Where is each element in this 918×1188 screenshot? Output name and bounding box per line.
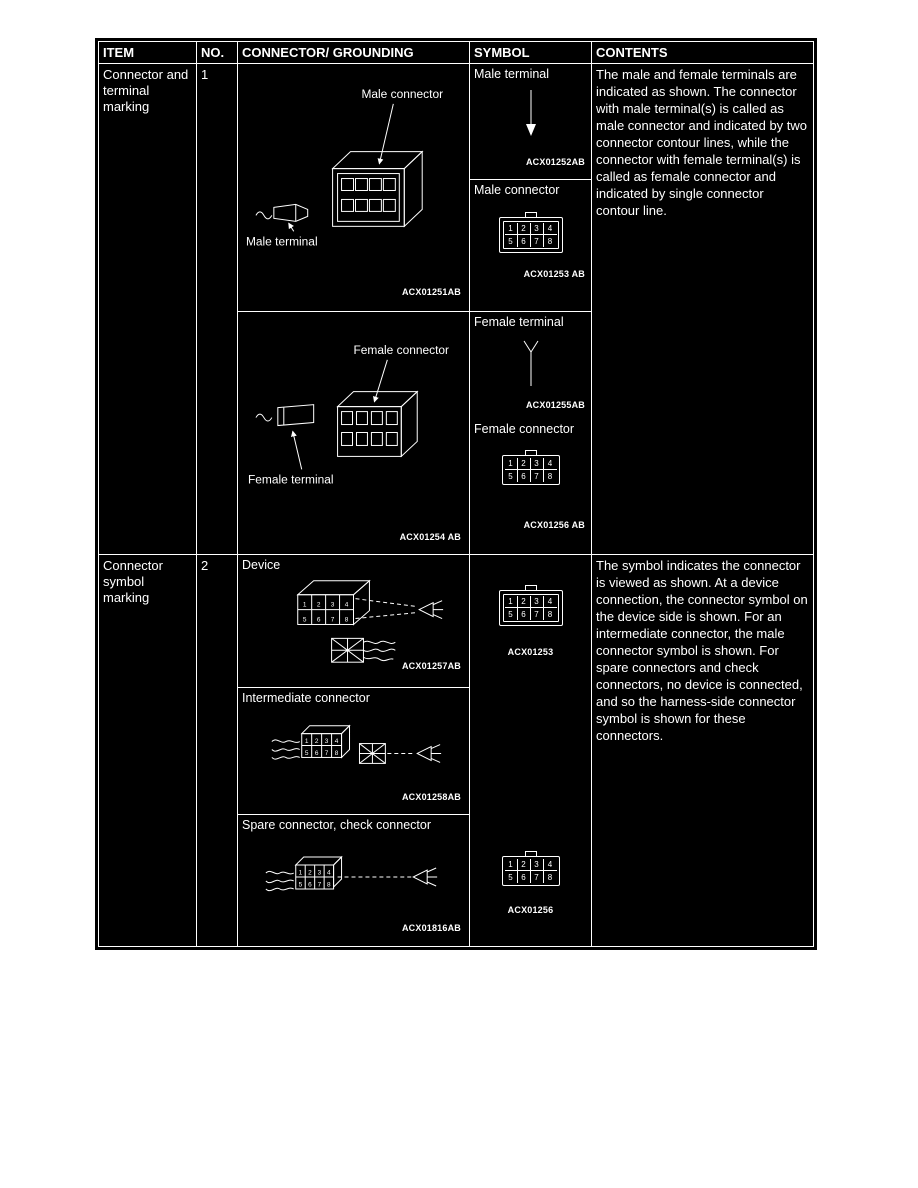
pin-number: 1	[505, 859, 518, 871]
pin-number: 4	[544, 458, 557, 470]
pin-number: 7	[531, 608, 544, 620]
svg-text:4: 4	[344, 601, 349, 609]
male-connector-symbol	[499, 212, 563, 253]
pin-number: 1	[505, 596, 518, 608]
terminal-wire	[256, 212, 272, 219]
legend-table-grid	[98, 41, 814, 947]
harness-wires	[266, 871, 294, 890]
svg-text:1: 1	[304, 738, 309, 746]
svg-text:4: 4	[327, 869, 331, 877]
row2-no-cell	[197, 555, 238, 946]
device-figure	[238, 555, 469, 688]
svg-text:3: 3	[317, 869, 322, 877]
pin-number: 6	[518, 871, 531, 883]
svg-text:7: 7	[324, 750, 329, 758]
column-header-no: NO.	[197, 42, 238, 64]
pin-number: 6	[518, 608, 531, 620]
row2-item-text: Connector symbol marking	[103, 558, 163, 605]
symbol-code: ACX01256 AB	[523, 520, 585, 530]
female-terminal-callout: Female terminal	[247, 472, 334, 487]
row2-contents-cell	[592, 555, 813, 946]
svg-text:6: 6	[308, 881, 312, 889]
row1-item-text: Connector and terminal marking	[103, 67, 189, 114]
svg-text:2: 2	[316, 601, 321, 609]
pin-number: 8	[547, 609, 553, 619]
column-header-contents: CONTENTS	[592, 42, 813, 64]
view-direction-arrow-icon	[413, 870, 427, 884]
svg-text:1: 1	[298, 869, 303, 877]
row1-no-text: 1	[201, 67, 209, 82]
male-terminal-callout: Male terminal	[245, 234, 318, 249]
row2-connector-column	[238, 555, 470, 946]
row2-contents-text: The symbol indicates the connector is viewed as shown. At a device connection, the connector symbol on the device side is shown. For an intermediate connector, the male connector symbol is shown. For spare connectors and check connectors, no device is connected, and so the harness-side connector symbol is shown for these connectors.	[596, 558, 808, 744]
male-connector-callout: Male connector	[361, 86, 444, 101]
pin-number: 5	[505, 470, 518, 482]
symbol-code: ACX01252AB	[525, 157, 585, 167]
svg-text:2: 2	[314, 738, 319, 746]
pin-number: 7	[531, 235, 544, 247]
row2-item-cell	[99, 555, 197, 946]
symbol-label: Female connector	[474, 422, 575, 436]
pin-number: 7	[531, 871, 544, 883]
symbol-code: ACX01253 AB	[523, 269, 585, 279]
symbol-code: ACX01253	[507, 647, 554, 657]
svg-text:4: 4	[334, 738, 339, 746]
male-terminal-symbol-icon	[519, 88, 543, 138]
pin-number: 2	[518, 596, 531, 608]
female-connector-symbol	[502, 851, 560, 886]
pin-number: 5	[505, 871, 518, 883]
pin-number: 5	[505, 235, 518, 247]
row2-no-text: 2	[201, 558, 209, 573]
svg-text:2: 2	[308, 869, 312, 877]
male-connector-figure	[238, 64, 469, 312]
pin-number: 2	[518, 223, 531, 235]
inner-contour	[503, 594, 559, 622]
column-header-connector-grounding: CONNECTOR/ GROUNDING	[238, 42, 470, 64]
figure-title: Intermediate connector	[242, 691, 370, 705]
inner-contour	[503, 221, 559, 249]
pin-number: 8	[547, 236, 553, 246]
symbol-label: Male terminal	[474, 67, 550, 81]
female-connector-callout: Female connector	[353, 342, 450, 357]
svg-text:1: 1	[302, 601, 307, 609]
pin-number: 1	[505, 458, 518, 470]
row1-contents-cell	[592, 64, 813, 555]
row1-no-cell	[197, 64, 238, 555]
row1-symbol-column	[470, 64, 592, 555]
pin-number: 2	[518, 458, 531, 470]
row2-symbol-column	[470, 555, 592, 946]
pin-number: 3	[531, 458, 544, 470]
figure-code: ACX01257AB	[401, 661, 461, 671]
spare-connector-figure	[238, 815, 469, 946]
male-connector-drawing	[238, 64, 469, 311]
pin-grid	[505, 223, 557, 247]
row1-contents-text: The male and female terminals are indicated as shown. The connector with male terminal(s) is called as male connector and indicated by two connector contour lines, while the connector with female terminal(s) is called as female connector and indicated by single connector contour line.	[596, 67, 808, 219]
pin-number: 3	[531, 596, 544, 608]
pin-number: 8	[547, 872, 553, 882]
pin-number: 4	[544, 223, 557, 235]
male-connector-symbol-cell	[470, 180, 591, 312]
pin-number: 6	[518, 470, 531, 482]
pin-grid	[505, 458, 557, 482]
column-header-symbol: SYMBOL	[470, 42, 592, 64]
intermediate-connector-figure	[238, 688, 469, 815]
figure-code: ACX01816AB	[401, 923, 461, 933]
female-terminal-symbol-icon	[519, 338, 543, 390]
svg-text:8: 8	[344, 616, 349, 624]
svg-text:6: 6	[314, 750, 319, 758]
female-terminal-socket	[278, 405, 314, 426]
female-symbols-cell	[470, 312, 591, 554]
figure-code: ACX01258AB	[401, 792, 461, 802]
outer-contour	[499, 217, 563, 253]
svg-text:5: 5	[302, 616, 307, 624]
pin-number: 5	[505, 608, 518, 620]
pin-number: 7	[531, 470, 544, 482]
pin-number: 4	[544, 596, 557, 608]
pin-number: 8	[547, 471, 553, 481]
row1-item-cell	[99, 64, 197, 555]
symbol-code: ACX01256	[507, 905, 554, 915]
male-terminal-pin	[274, 204, 308, 221]
female-connector-figure	[238, 312, 469, 554]
symbol-label: Male connector	[474, 183, 560, 197]
svg-text:8: 8	[327, 881, 331, 889]
pin-number: 1	[505, 223, 518, 235]
svg-text:5: 5	[304, 750, 309, 758]
symbol-label: Female terminal	[474, 315, 564, 329]
view-direction-arrow-icon	[417, 747, 431, 761]
harness-wires	[363, 641, 395, 660]
svg-text:7: 7	[317, 881, 322, 889]
svg-text:8: 8	[334, 750, 339, 758]
svg-text:5: 5	[298, 881, 303, 889]
harness-wires	[272, 740, 300, 759]
view-direction-arrow-icon	[419, 603, 433, 617]
svg-text:3: 3	[330, 601, 335, 609]
svg-text:7: 7	[330, 616, 335, 624]
svg-text:3: 3	[324, 738, 329, 746]
figure-code: ACX01254 AB	[399, 532, 461, 542]
outer-contour	[499, 590, 563, 626]
pin-number: 2	[518, 859, 531, 871]
pin-number: 3	[531, 859, 544, 871]
single-contour	[502, 856, 560, 886]
row1-connector-column	[238, 64, 470, 555]
figure-code: ACX01251AB	[401, 287, 461, 297]
female-connector-drawing	[238, 312, 469, 554]
pin-number: 6	[518, 235, 531, 247]
pin-number: 4	[544, 859, 557, 871]
figure-title: Spare connector, check connector	[242, 818, 432, 832]
male-connector-symbol	[499, 585, 563, 626]
column-header-item: ITEM	[99, 42, 197, 64]
pin-grid	[505, 859, 557, 883]
pin-number: 3	[531, 223, 544, 235]
terminal-wire	[256, 414, 272, 421]
pin-grid	[505, 596, 557, 620]
figure-title: Device	[242, 558, 281, 572]
single-contour	[502, 455, 560, 485]
svg-text:6: 6	[316, 616, 321, 624]
legend-table	[95, 38, 817, 950]
male-terminal-symbol-cell	[470, 64, 591, 180]
female-connector-symbol	[502, 450, 560, 485]
symbol-code: ACX01255AB	[525, 400, 585, 410]
